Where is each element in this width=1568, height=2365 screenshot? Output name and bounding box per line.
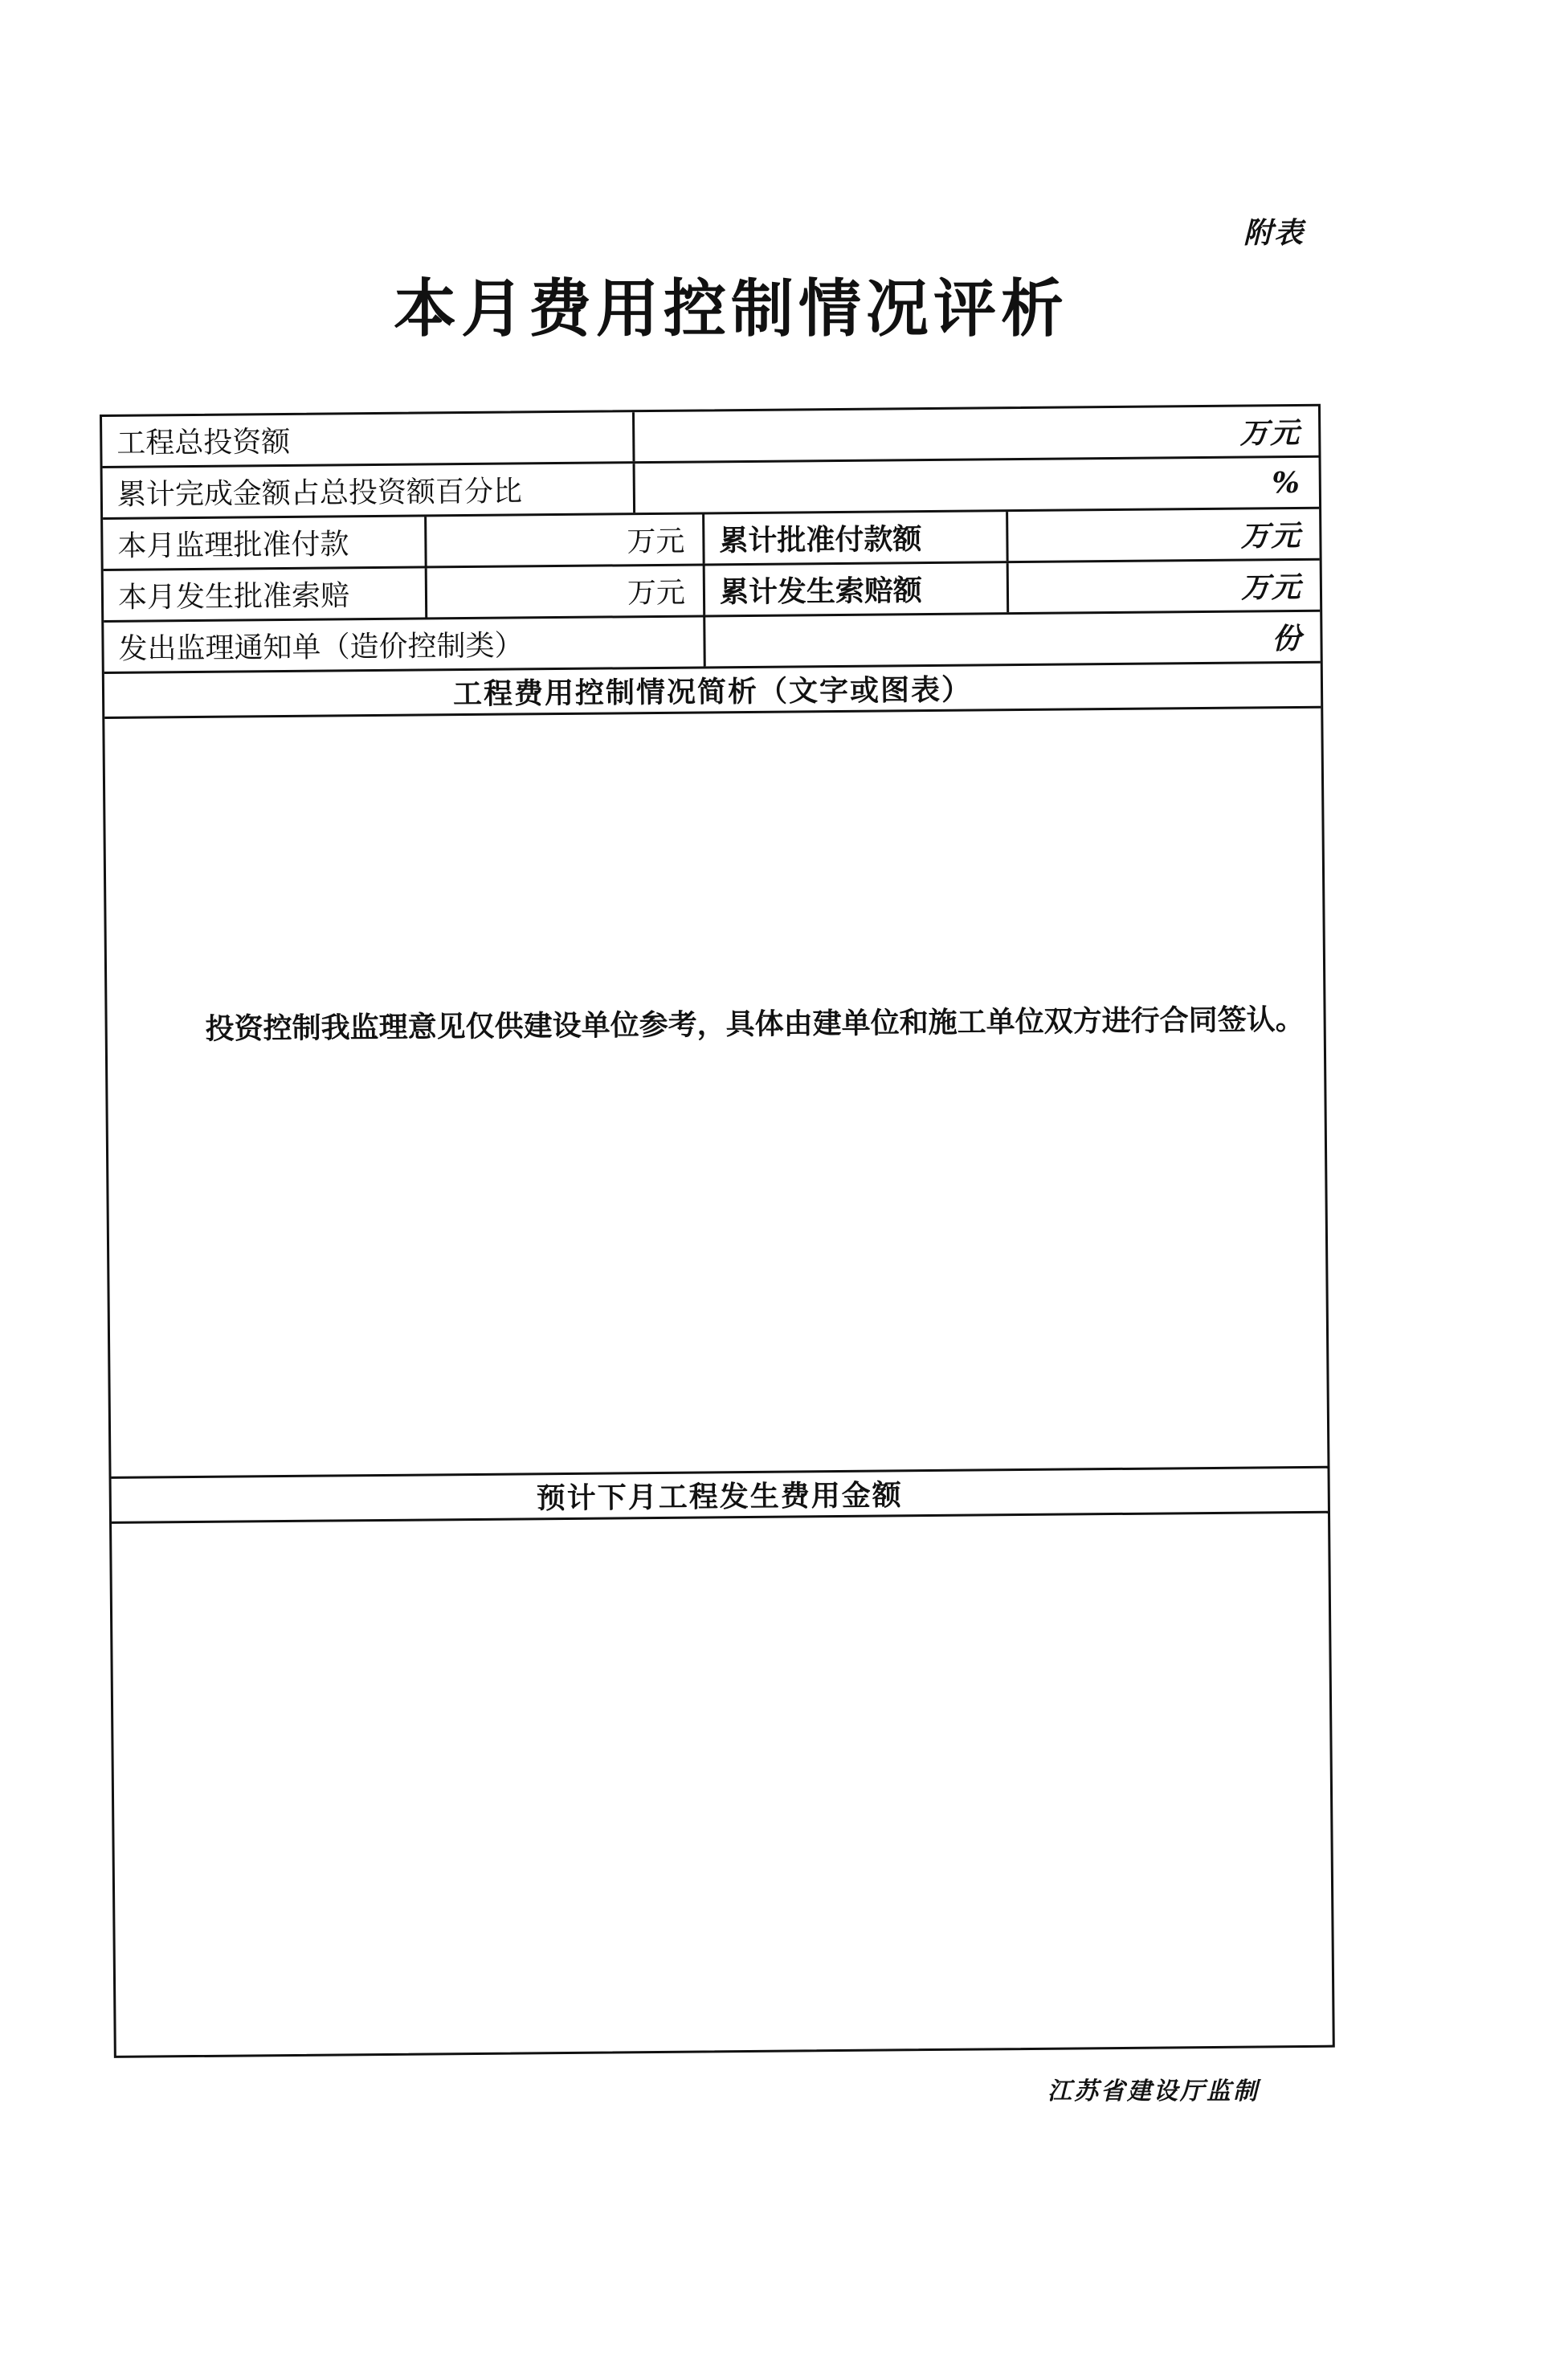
- cumulative-claims-label: 累计发生索赔额: [703, 563, 1007, 615]
- monthly-payment-unit: 万元: [627, 525, 685, 559]
- completion-percent-unit: %: [1272, 465, 1301, 500]
- analysis-area[interactable]: [104, 709, 1327, 1479]
- cumulative-payment-unit: 万元: [1240, 518, 1302, 553]
- page-note: 附表: [1243, 216, 1305, 250]
- monthly-claims-field[interactable]: [425, 566, 704, 617]
- cumulative-payment-label: 累计批准付款额: [702, 512, 1007, 563]
- cumulative-payment-field[interactable]: [1006, 509, 1320, 561]
- monthly-claims-label: 本月发生批准索赔: [117, 579, 350, 615]
- total-investment-label: 工程总投资额: [116, 425, 291, 460]
- notices-field[interactable]: [703, 612, 1321, 667]
- forecast-header: 预计下月工程发生费用金额: [112, 1468, 1328, 1524]
- page-title: 本月费用控制情况评析: [393, 273, 1068, 345]
- cost-control-form: [100, 404, 1335, 2058]
- cumulative-claims-field[interactable]: [1007, 561, 1321, 612]
- total-investment-unit: 万元: [1239, 415, 1301, 451]
- monthly-claims-unit: 万元: [627, 576, 686, 611]
- total-investment-field[interactable]: [632, 406, 1318, 461]
- monthly-payment-field[interactable]: [424, 514, 703, 566]
- monthly-payment-label: 本月监理批准付款: [117, 528, 349, 563]
- completion-percent-field[interactable]: [633, 458, 1319, 513]
- completion-percent-label: 累计完成金额占总投资额百分比: [116, 475, 523, 512]
- cumulative-claims-unit: 万元: [1240, 570, 1303, 605]
- notices-unit: 份: [1272, 621, 1303, 656]
- analysis-header: 工程费用控制情况简析（文字或图表）: [104, 664, 1321, 719]
- forecast-area[interactable]: [112, 1513, 1333, 2056]
- footer-note: 江苏省建设厅监制: [1047, 2077, 1260, 2106]
- analysis-text: 投资控制我监理意见仅供建设单位参考，具体由建单位和施工单位双方进行合同签认。: [205, 1002, 1305, 1046]
- notices-label: 发出监理通知单（造价控制类）: [118, 629, 524, 666]
